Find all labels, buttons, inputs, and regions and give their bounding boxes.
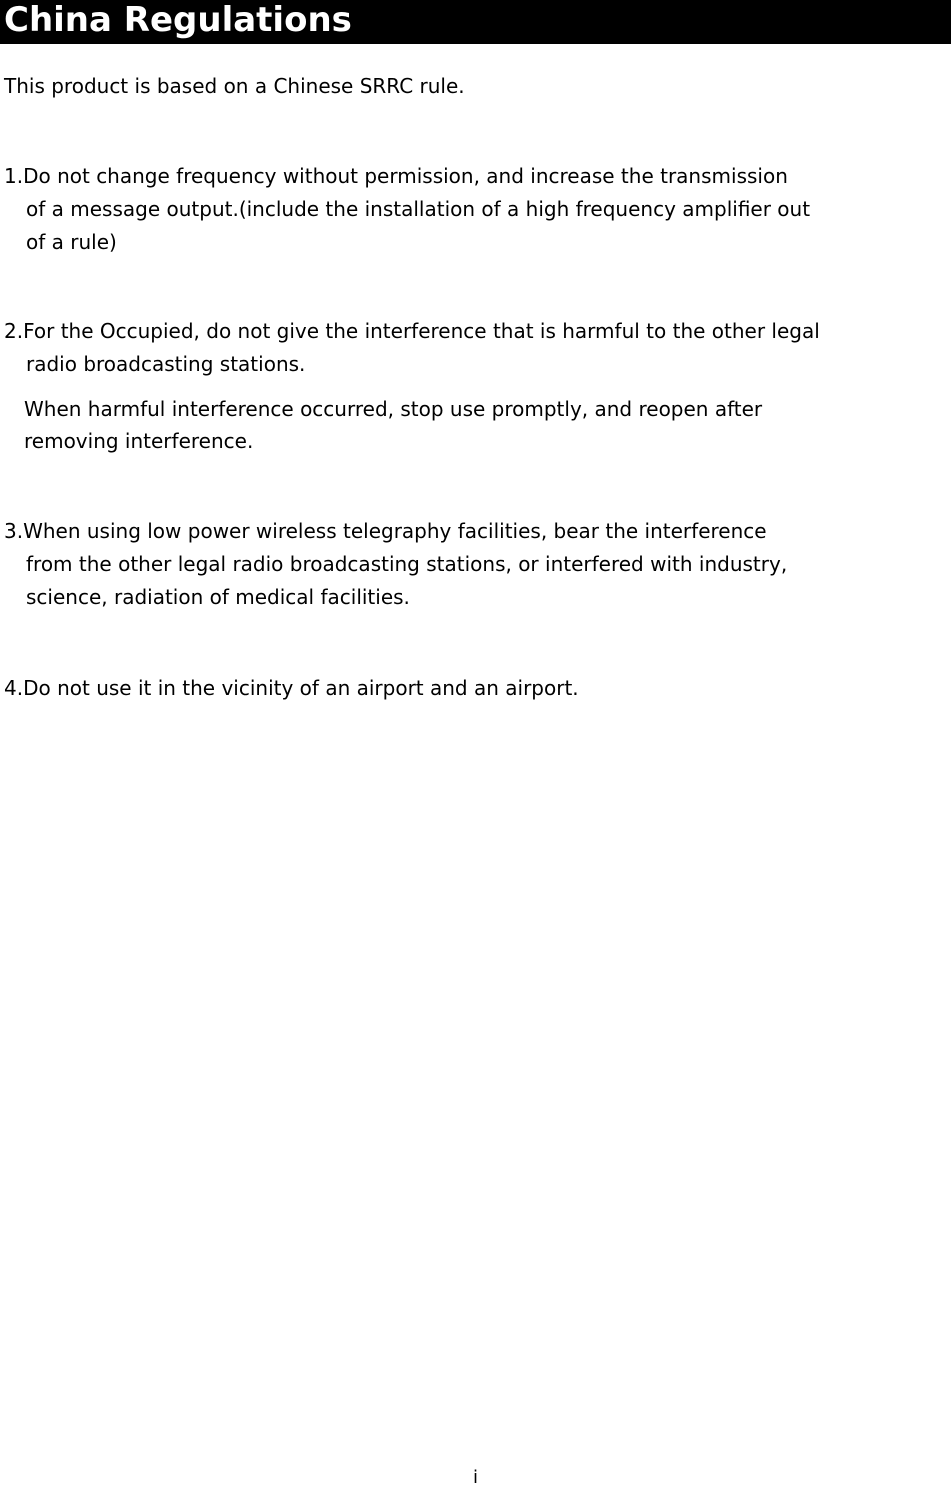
regulation-2-note-line-1: When harmful interference occurred, stop use promptly, and reopen after [24, 397, 763, 421]
regulation-2-note [24, 393, 762, 457]
regulation-3-line-1: 3.When using low power wireless telegraphy facilities, bear the interference [4, 519, 767, 543]
regulation-item-2 [4, 315, 820, 381]
regulation-2-line-2: radio broadcasting stations. [26, 352, 306, 376]
page-number: i [472, 1467, 478, 1488]
page-title: China Regulations [4, 0, 352, 40]
regulation-1-line-3: of a rule) [26, 230, 117, 254]
regulation-2-note-line-2: removing interference. [24, 429, 254, 453]
title-bar [0, 0, 951, 44]
regulation-item-1 [4, 160, 810, 259]
regulation-1-line-1: 1.Do not change frequency without permission, and increase the transmission [4, 164, 788, 188]
regulation-2-line-1: 2.For the Occupied, do not give the interference that is harmful to the other legal [4, 319, 820, 343]
regulation-item-3 [4, 515, 787, 614]
regulation-1-line-2: of a message output.(include the installation of a high frequency amplifier out [26, 197, 811, 221]
regulation-3-line-3: science, radiation of medical facilities. [26, 585, 410, 609]
regulation-4-line-1: 4.Do not use it in the vicinity of an airport and an airport. [4, 676, 579, 700]
regulation-3-line-2: from the other legal radio broadcasting stations, or interfered with industry, [26, 552, 788, 576]
intro-text: This product is based on a Chinese SRRC rule. [4, 74, 465, 98]
regulation-item-4 [4, 672, 579, 705]
